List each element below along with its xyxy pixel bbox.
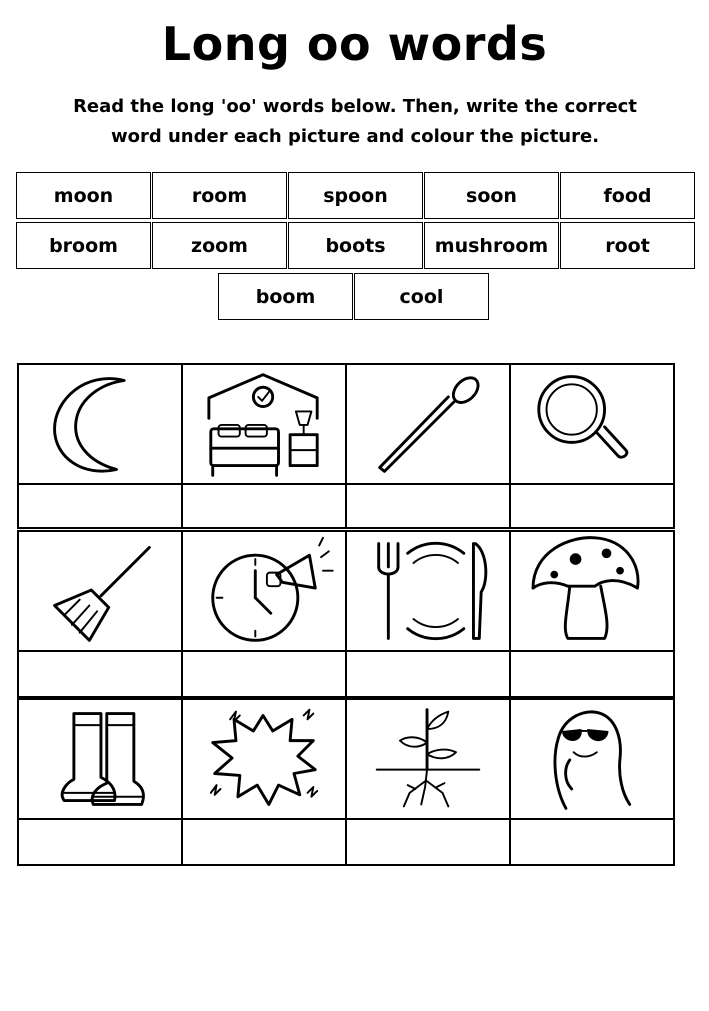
word-box	[218, 273, 353, 320]
word-label: mushroom	[434, 234, 549, 257]
word-label: broom	[49, 234, 118, 257]
spoon-icon	[345, 363, 511, 485]
word-label: room	[191, 184, 248, 207]
word-label: soon	[466, 184, 517, 207]
word-label: root	[605, 234, 650, 257]
word-box	[16, 222, 151, 269]
instructions-line-2: word under each picture and colour the picture.	[110, 126, 600, 147]
word-label: boom	[255, 285, 316, 308]
word-box	[424, 222, 559, 269]
answer-box[interactable]	[181, 650, 347, 698]
word-label: zoom	[191, 234, 248, 257]
answer-box[interactable]	[181, 818, 347, 866]
answer-box[interactable]	[17, 818, 183, 866]
answer-box[interactable]	[17, 650, 183, 698]
page-title: Long oo words	[161, 17, 548, 71]
mushroom-icon	[509, 530, 675, 652]
word-box	[152, 222, 287, 269]
boots-icon	[17, 698, 183, 820]
word-box	[560, 222, 695, 269]
word-box	[288, 222, 423, 269]
word-box	[152, 172, 287, 219]
broom-icon	[17, 530, 183, 652]
moon-icon	[17, 363, 183, 485]
word-box	[354, 273, 489, 320]
instructions-line-1: Read the long 'oo' words below. Then, write the correct	[73, 96, 637, 117]
instructions	[40, 92, 670, 152]
cool-sunglasses-icon	[509, 698, 675, 820]
answer-box[interactable]	[345, 483, 511, 529]
plant-root-icon	[345, 698, 511, 820]
bedroom-icon	[181, 363, 347, 485]
word-label: boots	[325, 234, 386, 257]
word-box	[16, 172, 151, 219]
magnifying-glass-icon	[509, 363, 675, 485]
plate-fork-knife-icon	[345, 530, 511, 652]
clock-megaphone-icon	[181, 530, 347, 652]
word-box	[424, 172, 559, 219]
explosion-boom-icon	[181, 698, 347, 820]
answer-box[interactable]	[345, 650, 511, 698]
answer-box[interactable]	[181, 483, 347, 529]
word-label: spoon	[323, 184, 388, 207]
answer-box[interactable]	[509, 650, 675, 698]
word-label: food	[603, 184, 652, 207]
answer-box[interactable]	[509, 483, 675, 529]
answer-box[interactable]	[345, 818, 511, 866]
word-label: cool	[399, 285, 444, 308]
word-box	[560, 172, 695, 219]
word-label: moon	[53, 184, 114, 207]
word-box	[288, 172, 423, 219]
answer-box[interactable]	[509, 818, 675, 866]
answer-box[interactable]	[17, 483, 183, 529]
